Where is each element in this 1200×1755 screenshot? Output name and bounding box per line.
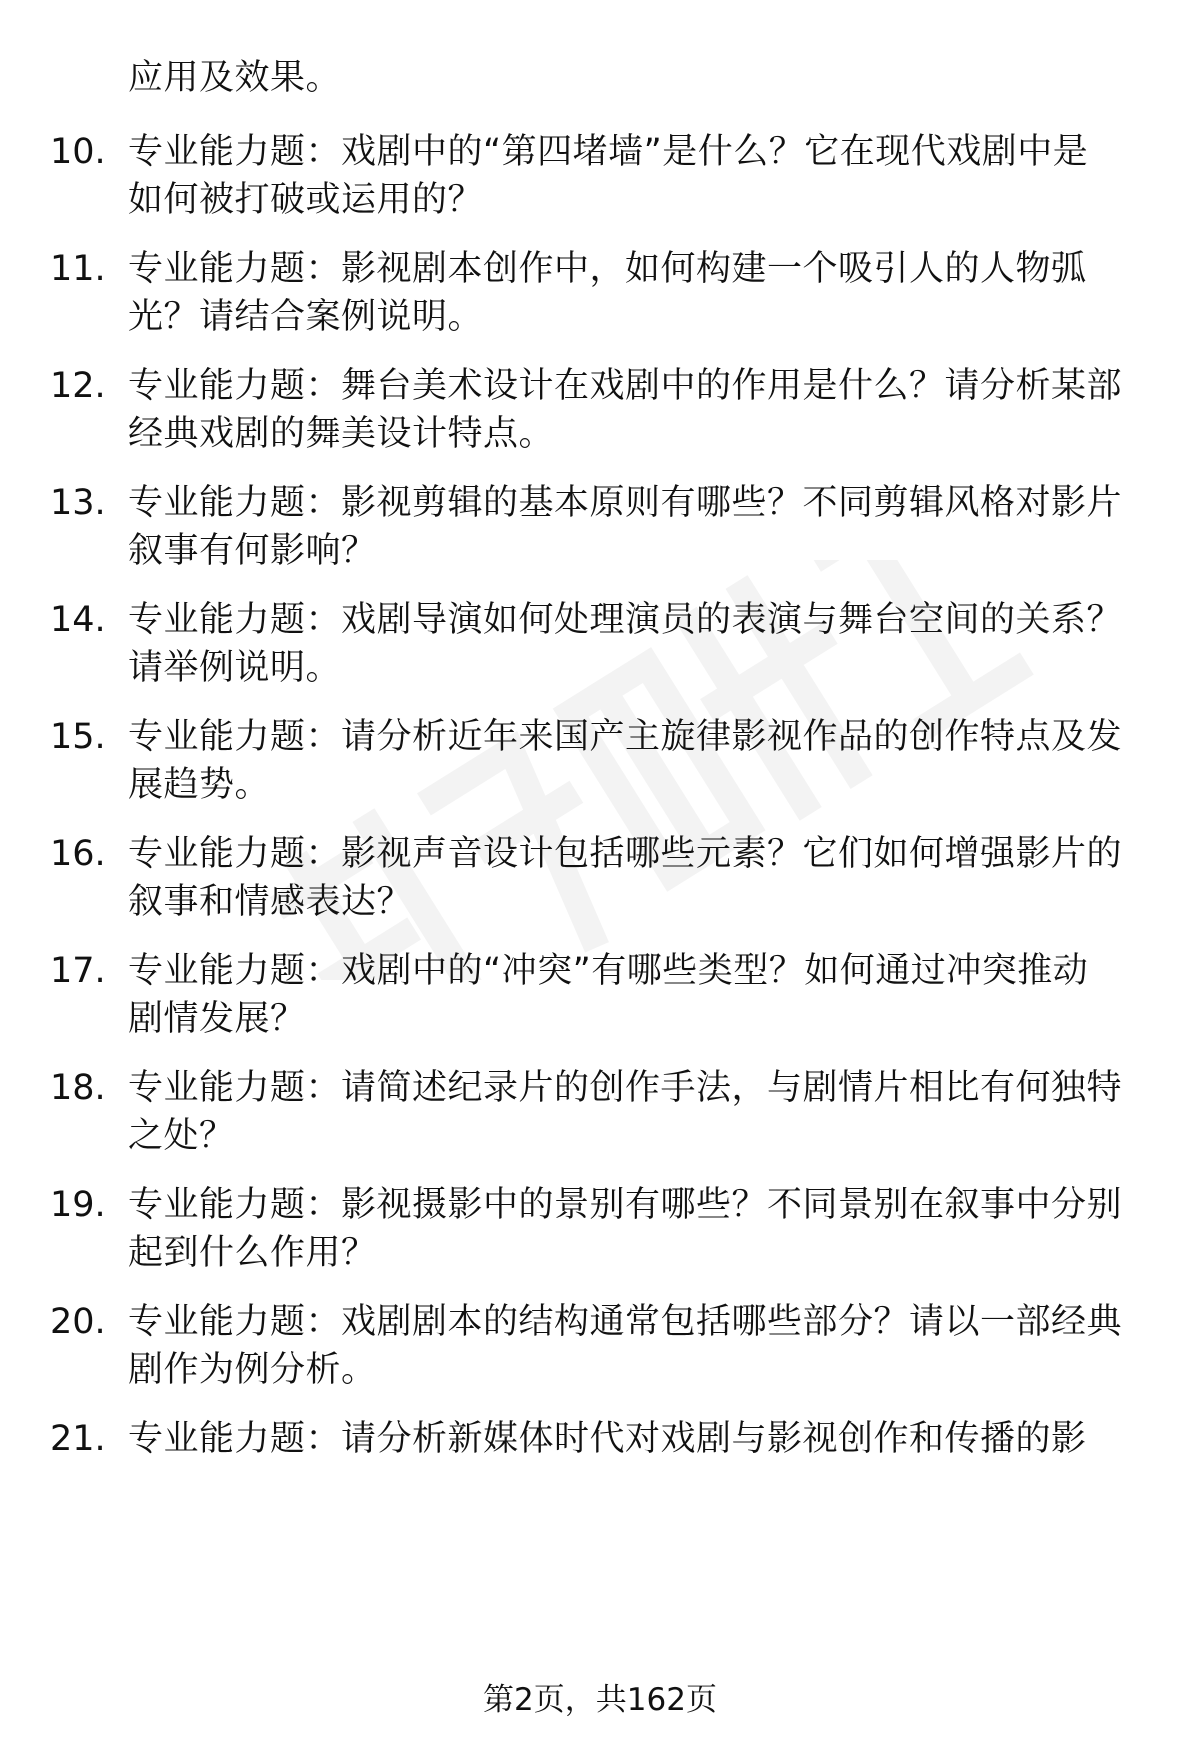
question-item	[0, 1415, 1200, 1515]
question-text-line2: 剧作为例分析。	[128, 1350, 377, 1390]
question-text-line2: 叙事和情感表达？	[128, 882, 413, 922]
question-text-line1: 专业能力题：请简述纪录片的创作手法，与剧情片相比有何独特	[128, 1068, 1123, 1108]
question-number: 15.	[50, 717, 106, 757]
question-item	[0, 128, 1200, 228]
question-text-line2: 剧情发展？	[128, 999, 306, 1039]
question-text-line2: 光？请结合案例说明。	[128, 297, 484, 337]
question-text-line1: 专业能力题：戏剧中的“第四堵墙”是什么？它在现代戏剧中是	[128, 132, 1089, 172]
question-item	[0, 1181, 1200, 1281]
question-text-line1: 专业能力题：影视剪辑的基本原则有哪些？不同剪辑风格对影片	[128, 483, 1123, 523]
question-number: 19.	[50, 1185, 106, 1225]
question-number: 14.	[50, 600, 106, 640]
question-number: 17.	[50, 951, 106, 991]
question-number: 16.	[50, 834, 106, 874]
question-item	[0, 596, 1200, 696]
question-text-line2: 请举例说明。	[128, 648, 342, 688]
question-text-line1: 专业能力题：舞台美术设计在戏剧中的作用是什么？请分析某部	[128, 366, 1123, 406]
question-number: 10.	[50, 132, 106, 172]
question-item	[0, 1064, 1200, 1164]
question-item	[0, 830, 1200, 930]
question-text-line2: 如何被打破或运用的？	[128, 180, 484, 220]
question-number: 20.	[50, 1302, 106, 1342]
question-text-line1: 专业能力题：影视声音设计包括哪些元素？它们如何增强影片的	[128, 834, 1123, 874]
question-number: 18.	[50, 1068, 106, 1108]
question-text-line1: 专业能力题：请分析近年来国产主旋律影视作品的创作特点及发	[128, 717, 1123, 757]
question-text-line1: 专业能力题：影视摄影中的景别有哪些？不同景别在叙事中分别	[128, 1185, 1123, 1225]
question-text-line1: 专业能力题：戏剧剧本的结构通常包括哪些部分？请以一部经典	[128, 1302, 1123, 1342]
question-text-line1: 专业能力题：请分析新媒体时代对戏剧与影视创作和传播的影	[128, 1419, 1087, 1459]
question-number: 21.	[50, 1419, 106, 1459]
question-text-line2: 展趋势。	[128, 765, 271, 805]
question-text-line2: 叙事有何影响？	[128, 531, 377, 571]
question-item	[0, 713, 1200, 813]
continuation-line: 应用及效果。	[128, 58, 342, 98]
page-footer: 第2页，共162页	[483, 1682, 717, 1718]
question-item	[0, 1298, 1200, 1398]
question-item	[0, 245, 1200, 345]
question-item	[0, 479, 1200, 579]
question-item	[0, 947, 1200, 1047]
question-text-line2: 之处？	[128, 1116, 235, 1156]
question-item	[0, 362, 1200, 462]
question-text-line1: 专业能力题：戏剧导演如何处理演员的表演与舞台空间的关系？	[128, 600, 1123, 640]
question-text-line1: 专业能力题：戏剧中的“冲突”有哪些类型？如何通过冲突推动	[128, 951, 1089, 991]
question-text-line1: 专业能力题：影视剧本创作中，如何构建一个吸引人的人物弧	[128, 249, 1087, 289]
question-text-line2: 起到什么作用？	[128, 1233, 377, 1273]
question-number: 13.	[50, 483, 106, 523]
question-number: 11.	[50, 249, 106, 289]
question-text-line2: 经典戏剧的舞美设计特点。	[128, 414, 555, 454]
question-number: 12.	[50, 366, 106, 406]
